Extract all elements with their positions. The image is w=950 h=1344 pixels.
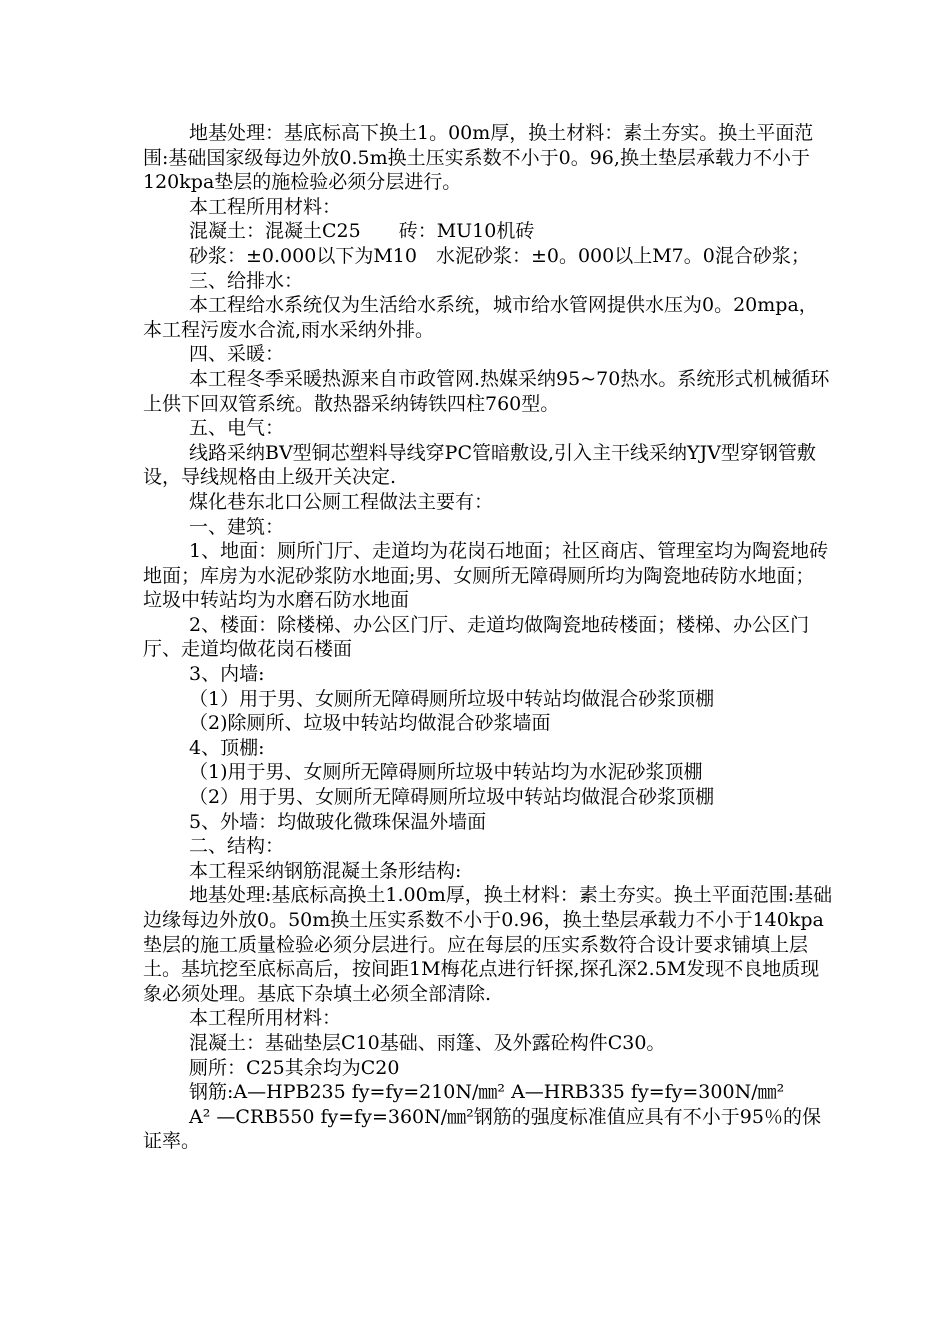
- paragraph-concrete-grades: 混凝土：基础垫层C10基础、雨篷、及外露砼构件C30。: [189, 1031, 666, 1054]
- paragraph-concrete-brick: 混凝土：混凝土C25 砖：MU10机砖: [189, 220, 535, 243]
- paragraph-rebar-2: A² —CRB550 fy=fy=360N/㎜²钢筋的强度标准值应具有不小于95％的保证率。: [143, 1105, 821, 1153]
- paragraph-project-methods: 煤化巷东北口公厕工程做法主要有：: [189, 490, 494, 513]
- paragraph-ceiling-item-2: （2）用于男、女厕所无障碍厕所垃圾中转站均做混合砂浆顶棚: [189, 786, 715, 809]
- paragraph-interior-wall: 3、内墙:: [189, 663, 265, 686]
- paragraph-structure-type: 本工程采纳钢筋混凝土条形结构:: [189, 859, 462, 882]
- paragraph-toilet-concrete: 厕所：C25其余均为C20: [189, 1056, 400, 1079]
- paragraph-interior-wall-item-2: （2)除厕所、垃圾中转站均做混合砂浆墙面: [189, 712, 551, 735]
- section-heading-plumbing: 三、给排水：: [189, 269, 304, 292]
- paragraph-ceiling: 4、顶棚:: [189, 736, 265, 759]
- section-heading-architecture: 一、建筑：: [189, 515, 285, 538]
- paragraph-plumbing: 本工程给水系统仅为生活给水系统，城市给水管网提供水压为0。20mpa，本工程污废水合流,雨水采纳外排。: [143, 294, 818, 341]
- paragraph-rebar-1: 钢筋:A—HPB235 fy=fy=210N/㎜² A—HRB335 fy=fy=300N/㎜²: [189, 1081, 785, 1104]
- document-page: [143, 121, 833, 1154]
- paragraph-electrical: 线路采纳BV型铜芯塑料导线穿PC管暗敷设,引入主干线采纳YJV型穿钢管敷设，导线规格由上级开关决定.: [143, 441, 816, 489]
- paragraph-exterior-wall: 5、外墙：均做玻化微珠保温外墙面: [189, 810, 487, 833]
- paragraph-heating: 本工程冬季采暖热源来自市政管网.热媒采纳95~70热水。系统形式机械循环上供下回双管系统。散热器采纳铸铁四柱760型。: [143, 367, 830, 415]
- paragraph-materials-heading-1: 本工程所用材料：: [189, 195, 342, 218]
- paragraph-foundation-1: 地基处理：基底标高下换土1。00m厚，换土材料：素土夯实。换土平面范围:基础国家级每边外放0.5m换土压实系数不小于0。96,换土垫层承载力不小于120kpa垫层的施检验必须分层进行。: [143, 122, 814, 194]
- section-heading-heating: 四、采暖：: [189, 343, 285, 366]
- paragraph-materials-heading-2: 本工程所用材料：: [189, 1007, 342, 1030]
- section-heading-structure: 二、结构：: [189, 835, 285, 858]
- paragraph-ground: 1、地面：厕所门厅、走道均为花岗石地面；社区商店、管理室均为陶瓷地砖地面；库房为水泥砂浆防水地面;男、女厕所无障碍厕所均为陶瓷地砖防水地面；垃圾中转站均为水磨石防水地面: [143, 540, 829, 612]
- paragraph-ceiling-item-1: （1)用于男、女厕所无障碍厕所垃圾中转站均为水泥砂浆顶棚: [189, 761, 703, 784]
- paragraph-mortar: 砂浆：±0.000以下为M10 水泥砂浆：±0。000以上M7。0混合砂浆；: [189, 244, 810, 267]
- paragraph-foundation-2: 地基处理:基底标高换土1.00m厚，换土材料：素土夯实。换土平面范围:基础边缘每边外放0。50m换土压实系数不小于0.96，换土垫层承载力不小于140kpa垫层的施工质量检验必须分层进行。应在每层的压实系数符合设计要求铺填上层土。基坑挖至底标高后，按间距1M梅花点进行钎探,探孔深2.5M发现不良地质现象必须处理。基底下杂填土必须全部清除.: [143, 884, 833, 1005]
- paragraph-interior-wall-item-1: （1）用于男、女厕所无障碍厕所垃圾中转站均做混合砂浆顶棚: [189, 687, 715, 710]
- paragraph-floor: 2、楼面：除楼梯、办公区门厅、走道均做陶瓷地砖楼面；楼梯、办公区门厅、走道均做花岗石楼面: [143, 613, 810, 661]
- section-heading-electrical: 五、电气：: [189, 417, 285, 440]
